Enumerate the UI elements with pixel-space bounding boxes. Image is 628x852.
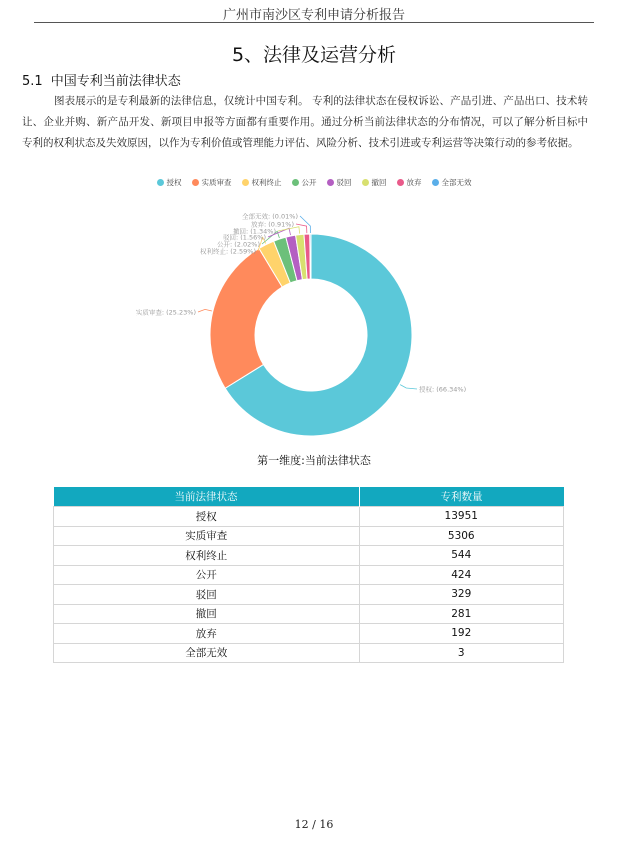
table-cell-status: 放弃: [54, 624, 360, 644]
legal-status-donut-chart: [0, 190, 628, 448]
table-cell-count: 3: [359, 643, 563, 663]
slice-label: 放弃: (0.91%): [251, 220, 294, 229]
table-cell-status: 公开: [54, 565, 360, 585]
table-cell-status: 授权: [54, 507, 360, 527]
table-cell-count: 281: [359, 604, 563, 624]
table-cell-count: 5306: [359, 526, 563, 546]
slice-label: 公开: (2.02%): [217, 240, 260, 249]
table-cell-count: 329: [359, 585, 563, 605]
donut-slice[interactable]: [310, 234, 311, 279]
table-cell-count: 424: [359, 565, 563, 585]
table-cell-status: 实质审查: [54, 526, 360, 546]
legend-item[interactable]: [292, 177, 317, 188]
page-number: 12 / 16: [294, 818, 334, 831]
table-cell-status: 全部无效: [54, 643, 360, 663]
legend-swatch: [157, 179, 164, 186]
table-row: [54, 643, 564, 663]
legend-swatch: [292, 179, 299, 186]
legend-label: 授权: [166, 178, 182, 187]
chapter-title: 5、法律及运营分析: [231, 44, 397, 66]
table-row: [54, 526, 564, 546]
legend-swatch: [327, 179, 334, 186]
legend-swatch: [397, 179, 404, 186]
table-cell-count: 544: [359, 546, 563, 566]
legend-item[interactable]: [432, 177, 472, 188]
table-row: [54, 507, 564, 527]
legend-item[interactable]: [157, 177, 182, 188]
intro-paragraph: 图表展示的是专利最新的法律信息，仅统计中国专利。 专利的法律状态在侵权诉讼、产品引进、产品出口、技术转让、企业并购、新产品开发、新项目申报等方面都有重要作用。通过分析当前法律状态的分布情况，可以了解分析目标中专利的权利状态及失效原因，以作为专利价值或管理能力评估、风险分析、技术引进或专利运营等决策行动的参考依据。: [22, 95, 588, 149]
table-cell-count: 192: [359, 624, 563, 644]
legal-status-table: [53, 487, 564, 663]
table-row: [54, 604, 564, 624]
legend-label: 权利终止: [251, 178, 282, 187]
legend-label: 公开: [301, 178, 317, 187]
legend-label: 撤回: [371, 178, 387, 187]
legend-item[interactable]: [362, 177, 387, 188]
table-row: [54, 546, 564, 566]
legend-item[interactable]: [397, 177, 422, 188]
section-number: 5.1: [22, 74, 43, 89]
table-row: [54, 565, 564, 585]
slice-label: 全部无效: (0.01%): [242, 212, 298, 221]
header-rule: [34, 22, 594, 23]
chart-caption: 第一维度:当前法律状态: [257, 454, 371, 467]
slice-label: 权利终止: (2.59%): [200, 247, 256, 256]
legend-label: 放弃: [406, 178, 422, 187]
section-title: 中国专利当前法律状态: [50, 74, 181, 89]
table-header-row: [54, 487, 564, 507]
section-heading: [22, 70, 181, 89]
chart-legend: [0, 177, 628, 188]
table-cell-status: 权利终止: [54, 546, 360, 566]
legend-swatch: [432, 179, 439, 186]
slice-label: 撤回: (1.34%): [233, 227, 276, 236]
legend-item[interactable]: [192, 177, 232, 188]
table-cell-status: 撤回: [54, 604, 360, 624]
legend-swatch: [192, 179, 199, 186]
table-row: [54, 585, 564, 605]
table-cell-status: 驳回: [54, 585, 360, 605]
table-row: [54, 624, 564, 644]
page-header-title: 广州市南沙区专利申请分析报告: [222, 8, 405, 23]
label-leader-line: [300, 216, 310, 233]
label-leader-line: [296, 224, 307, 233]
legend-swatch: [362, 179, 369, 186]
table-cell-count: 13951: [359, 507, 563, 527]
slice-label: 实质审查: (25.23%): [135, 308, 196, 317]
table-header-status: 当前法律状态: [54, 487, 360, 507]
legend-item[interactable]: [327, 177, 352, 188]
legend-label: 驳回: [336, 178, 352, 187]
slice-label: 驳回: (1.56%): [223, 233, 266, 242]
legend-label: 实质审查: [201, 178, 232, 187]
slice-label: 授权: (66.34%): [419, 385, 467, 394]
legend-label: 全部无效: [441, 178, 472, 187]
legend-item[interactable]: [242, 177, 282, 188]
legend-swatch: [242, 179, 249, 186]
table-header-count: 专利数量: [359, 487, 563, 507]
label-leader-line: [400, 385, 417, 389]
label-leader-line: [198, 309, 212, 312]
